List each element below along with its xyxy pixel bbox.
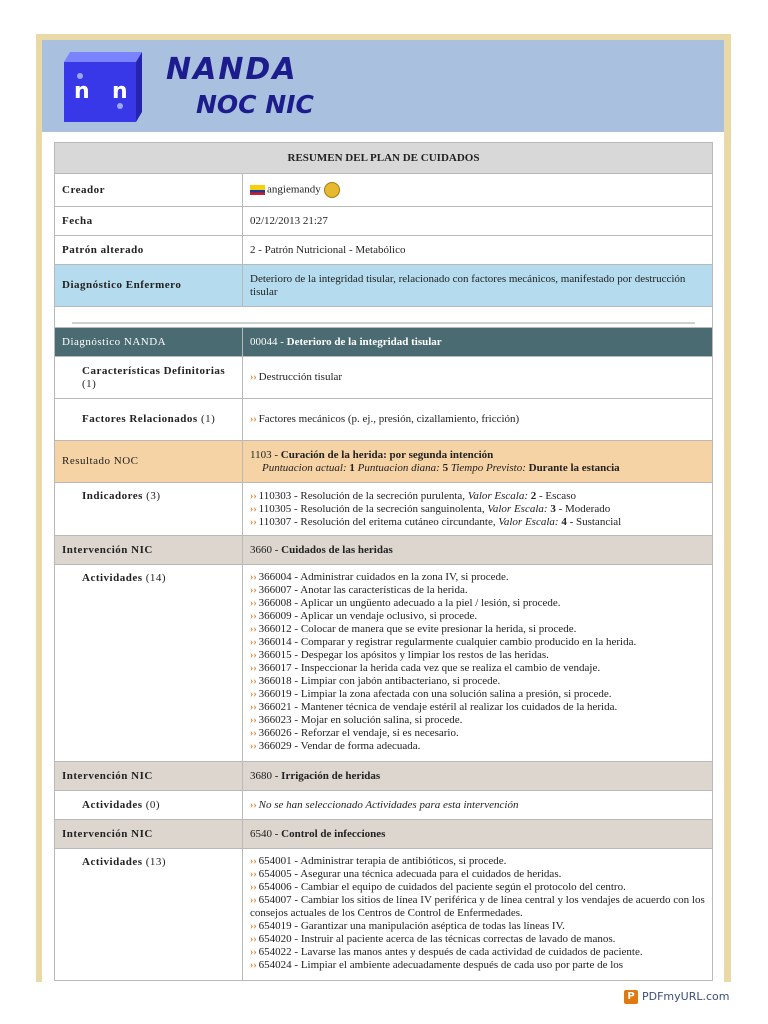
activities-row-3680: [55, 791, 713, 820]
noc-code: 1103 -: [250, 448, 279, 461]
factors-label-cell: [55, 399, 243, 441]
separator-line: [72, 310, 695, 324]
nic-title: Irrigación de heridas: [281, 769, 381, 782]
factors-label: Factores Relacionados: [82, 413, 198, 425]
activity-item: [250, 894, 705, 920]
bullet-arrow-icon: ››: [250, 372, 257, 383]
activity-text: 366009 - Aplicar un vendaje oclusivo, si procede.: [258, 610, 478, 622]
no-activities-message: No se han seleccionado Actividades para esta intervención: [258, 798, 519, 811]
creator-label: Creador: [55, 174, 243, 207]
indicator-item: ›› 110305 - Resolución de la secreción sanguinolenta, Valor Escala: 3 - Moderado: [250, 502, 611, 515]
activity-text: 654024 - Limpiar el ambiente adecuadamente después de cada uso por parte de los: [258, 959, 624, 971]
activities-label-cell: [55, 849, 243, 981]
care-plan-table: [54, 142, 713, 981]
nursing-diagnosis-row: [55, 265, 713, 307]
bullet-arrow-icon: ››: [250, 947, 257, 958]
characteristics-label: Características Definitorias: [82, 364, 226, 377]
activity-item: [250, 959, 705, 972]
bullet-arrow-icon: ››: [250, 611, 257, 622]
activity-text: 654005 - Asegurar una técnica adecuada para el cuidados de heridas.: [258, 868, 562, 880]
activity-item: [250, 623, 705, 636]
coins-icon: [324, 182, 340, 198]
bullet-arrow-icon: ››: [250, 869, 257, 880]
characteristics-count: (1): [82, 377, 97, 390]
activity-item: [250, 649, 705, 662]
activity-text: 654022 - Lavarse las manos antes y después de cada actividad de cuidados de paciente.: [258, 946, 643, 958]
nursing-diagnosis-label: Diagnóstico Enfermero: [55, 265, 243, 307]
activity-item: [250, 868, 705, 881]
activity-text: 654006 - Cambiar el equipo de cuidados del paciente según el protocolo del centro.: [258, 881, 626, 893]
bullet-arrow-icon: ››: [250, 624, 257, 635]
activities-label: Actividades: [82, 798, 143, 811]
activity-text: 366017 - Inspeccionar la herida cada vez que se realiza el cambio de vendaje.: [258, 662, 601, 674]
activities-label: Actividades: [82, 856, 143, 868]
target-score-label: Puntuacion diana:: [357, 461, 440, 474]
nic-value-cell: [243, 762, 713, 791]
activities-label-cell: [55, 791, 243, 820]
nic-value-cell: [243, 536, 713, 565]
bullet-arrow-icon: ››: [250, 728, 257, 739]
bullet-arrow-icon: ››: [250, 921, 257, 932]
activity-item: [250, 740, 705, 753]
activity-text: 366026 - Reforzar el vendaje, si es necesario.: [258, 727, 459, 739]
bullet-arrow-icon: ››: [250, 715, 257, 726]
bullet-arrow-icon: ››: [250, 414, 257, 425]
flag-icon: [250, 185, 265, 195]
nanda-label: Diagnóstico NANDA: [55, 328, 243, 357]
activity-item: [250, 714, 705, 727]
bullet-arrow-icon: ››: [250, 503, 257, 515]
activity-text: 366012 - Colocar de manera que se evite presionar la herida, si procede.: [258, 623, 577, 635]
activity-item: [250, 688, 705, 701]
target-score: 5: [442, 461, 449, 474]
bullet-arrow-icon: ››: [250, 676, 257, 687]
nic-code: 6540 -: [250, 827, 279, 840]
activity-item: [250, 662, 705, 675]
activities-label-cell: [55, 565, 243, 762]
pattern-value: 2 - Patrón Nutricional - Metabólico: [243, 236, 713, 265]
activities-row-6540: [55, 849, 713, 981]
nanda-code: 00044 -: [250, 335, 284, 348]
date-label: Fecha: [55, 207, 243, 236]
pdfmyurl-footer[interactable]: [624, 990, 729, 1004]
activity-item: [250, 855, 705, 868]
date-value: 02/12/2013 21:27: [243, 207, 713, 236]
activity-text: 366004 - Administrar cuidados en la zona IV, si procede.: [258, 571, 509, 583]
nic-label: Intervención NIC: [55, 536, 243, 565]
activity-text: 366021 - Mantener técnica de vendaje estéril al realizar los cuidados de la herida.: [258, 701, 618, 713]
nanda-value-cell: [243, 328, 713, 357]
cube-letter-2: n: [112, 79, 128, 104]
time-label: Tiempo Previsto:: [450, 461, 526, 474]
nic-title: Cuidados de las heridas: [281, 543, 393, 556]
indicators-label-cell: [55, 483, 243, 536]
activity-item: [250, 636, 705, 649]
characteristic-item: Destrucción tisular: [258, 371, 343, 383]
bullet-arrow-icon: ››: [250, 799, 257, 811]
activities-list: [243, 791, 713, 820]
indicator-item: ›› 110307 - Resolución del eritema cutáneo circundante, Valor Escala: 4 - Sustancial: [250, 515, 622, 528]
indicators-count: (3): [146, 490, 161, 502]
bullet-arrow-icon: ››: [250, 856, 257, 867]
pattern-row: [55, 236, 713, 265]
header-banner: [42, 40, 724, 132]
factors-row: [55, 399, 713, 441]
activity-item: [250, 946, 705, 959]
activity-text: 654007 - Cambiar los sitios de línea IV periférica y de línea central y los vendajes de acuerdo con los consejos actuales de los Centros de Control de Enfermedades.: [250, 894, 705, 919]
nic-title: Control de infecciones: [281, 827, 386, 840]
activities-row-3660: [55, 565, 713, 762]
noc-label: Resultado NOC: [55, 441, 243, 483]
activities-count: (13): [145, 856, 167, 868]
activity-item: [250, 597, 705, 610]
nic-label: Intervención NIC: [55, 820, 243, 849]
activity-text: 366018 - Limpiar con jabón antibacteriano, si procede.: [258, 675, 501, 687]
cube-logo-icon: [50, 46, 146, 126]
activity-text: 366008 - Aplicar un ungüento adecuado a la piel / lesión, si procede.: [258, 597, 561, 609]
bullet-arrow-icon: ››: [250, 637, 257, 648]
noc-title: Curación de la herida: por segunda intención: [280, 448, 494, 461]
creator-row: [55, 174, 713, 207]
summary-title: RESUMEN DEL PLAN DE CUIDADOS: [55, 143, 713, 174]
bullet-arrow-icon: ››: [250, 882, 257, 893]
pattern-label: Patrón alterado: [55, 236, 243, 265]
activity-text: 366015 - Despegar los apósitos y limpiar los restos de las heridas.: [258, 649, 549, 661]
activities-list: [243, 849, 713, 981]
activity-item: [250, 701, 705, 714]
activity-text: 366014 - Comparar y registrar regularmente cualquier cambio producido en la herida.: [258, 636, 637, 648]
page-frame: [36, 34, 731, 982]
characteristics-list: [243, 357, 713, 399]
activity-text: 654001 - Administrar terapia de antibióticos, si procede.: [258, 855, 507, 867]
pdf-icon: P: [624, 990, 638, 1004]
nic-row-6540: [55, 820, 713, 849]
activity-text: 654020 - Instruir al paciente acerca de las técnicas correctas de lavado de manos.: [258, 933, 616, 945]
nic-value-cell: [243, 820, 713, 849]
nanda-row: [55, 328, 713, 357]
bullet-arrow-icon: ››: [250, 895, 257, 906]
noc-value-cell: [243, 441, 713, 483]
separator-row: [55, 307, 713, 328]
nic-row-3660: [55, 536, 713, 565]
activity-item: [250, 881, 705, 894]
activity-text: 366029 - Vendar de forma adecuada.: [258, 740, 421, 752]
activity-item: [250, 933, 705, 946]
activity-text: 366023 - Mojar en solución salina, si procede.: [258, 714, 463, 726]
characteristics-row: [55, 357, 713, 399]
date-row: [55, 207, 713, 236]
creator-name[interactable]: angiemandy: [267, 183, 321, 196]
bullet-arrow-icon: ››: [250, 598, 257, 609]
actual-score-label: Puntuacion actual:: [262, 461, 347, 474]
nic-row-3680: [55, 762, 713, 791]
bullet-arrow-icon: ››: [250, 650, 257, 661]
actual-score: 1: [349, 461, 355, 474]
indicators-label: Indicadores: [82, 490, 143, 502]
noc-row: [55, 441, 713, 483]
activities-label: Actividades: [82, 572, 143, 584]
factors-list: [243, 399, 713, 441]
brand-title: NANDA: [166, 52, 298, 87]
activity-text: 366019 - Limpiar la zona afectada con una solución salina a presión, si procede.: [258, 688, 612, 700]
indicator-item: ›› 110303 - Resolución de la secreción purulenta, Valor Escala: 2 - Escaso: [250, 489, 576, 502]
bullet-arrow-icon: ››: [250, 585, 257, 596]
activity-text: 366007 - Anotar las características de la herida.: [258, 584, 468, 596]
nic-label: Intervención NIC: [55, 762, 243, 791]
creator-value-cell: [243, 174, 713, 207]
activity-item: [250, 571, 705, 584]
bullet-arrow-icon: ››: [250, 741, 257, 752]
bullet-arrow-icon: ››: [250, 702, 257, 713]
indicators-row: [55, 483, 713, 536]
activity-text: 654019 - Garantizar una manipulación aséptica de todas las líneas IV.: [258, 920, 565, 932]
cube-letter-1: n: [74, 79, 90, 104]
bullet-arrow-icon: ››: [250, 490, 257, 502]
factor-item: Factores mecánicos (p. ej., presión, cizallamiento, fricción): [258, 413, 520, 425]
footer-link[interactable]: PDFmyURL.com: [642, 990, 730, 1003]
page-content: [42, 40, 724, 982]
activity-item: [250, 675, 705, 688]
activity-item: [250, 610, 705, 623]
bullet-arrow-icon: ››: [250, 689, 257, 700]
indicators-list: [243, 483, 713, 536]
summary-header-row: [55, 143, 713, 174]
activities-count: (0): [145, 798, 161, 811]
characteristics-label-cell: [55, 357, 243, 399]
activities-list: [243, 565, 713, 762]
bullet-arrow-icon: ››: [250, 516, 257, 528]
time-value: Durante la estancia: [528, 461, 620, 474]
bullet-arrow-icon: ››: [250, 663, 257, 674]
factors-count: (1): [200, 413, 216, 425]
nic-code: 3680 -: [250, 769, 279, 782]
activities-count: (14): [145, 572, 167, 584]
bullet-arrow-icon: ››: [250, 934, 257, 945]
nic-code: 3660 -: [250, 543, 279, 556]
activity-item: [250, 727, 705, 740]
bullet-arrow-icon: ››: [250, 960, 257, 971]
activity-item: [250, 584, 705, 597]
brand-subtitle: NOC NIC: [196, 90, 314, 119]
activity-item: [250, 920, 705, 933]
nursing-diagnosis-value: Deterioro de la integridad tisular, relacionado con factores mecánicos, manifestado por destrucción tisular: [243, 265, 713, 307]
bullet-arrow-icon: ››: [250, 572, 257, 583]
nanda-title: Deterioro de la integridad tisular: [286, 335, 442, 348]
